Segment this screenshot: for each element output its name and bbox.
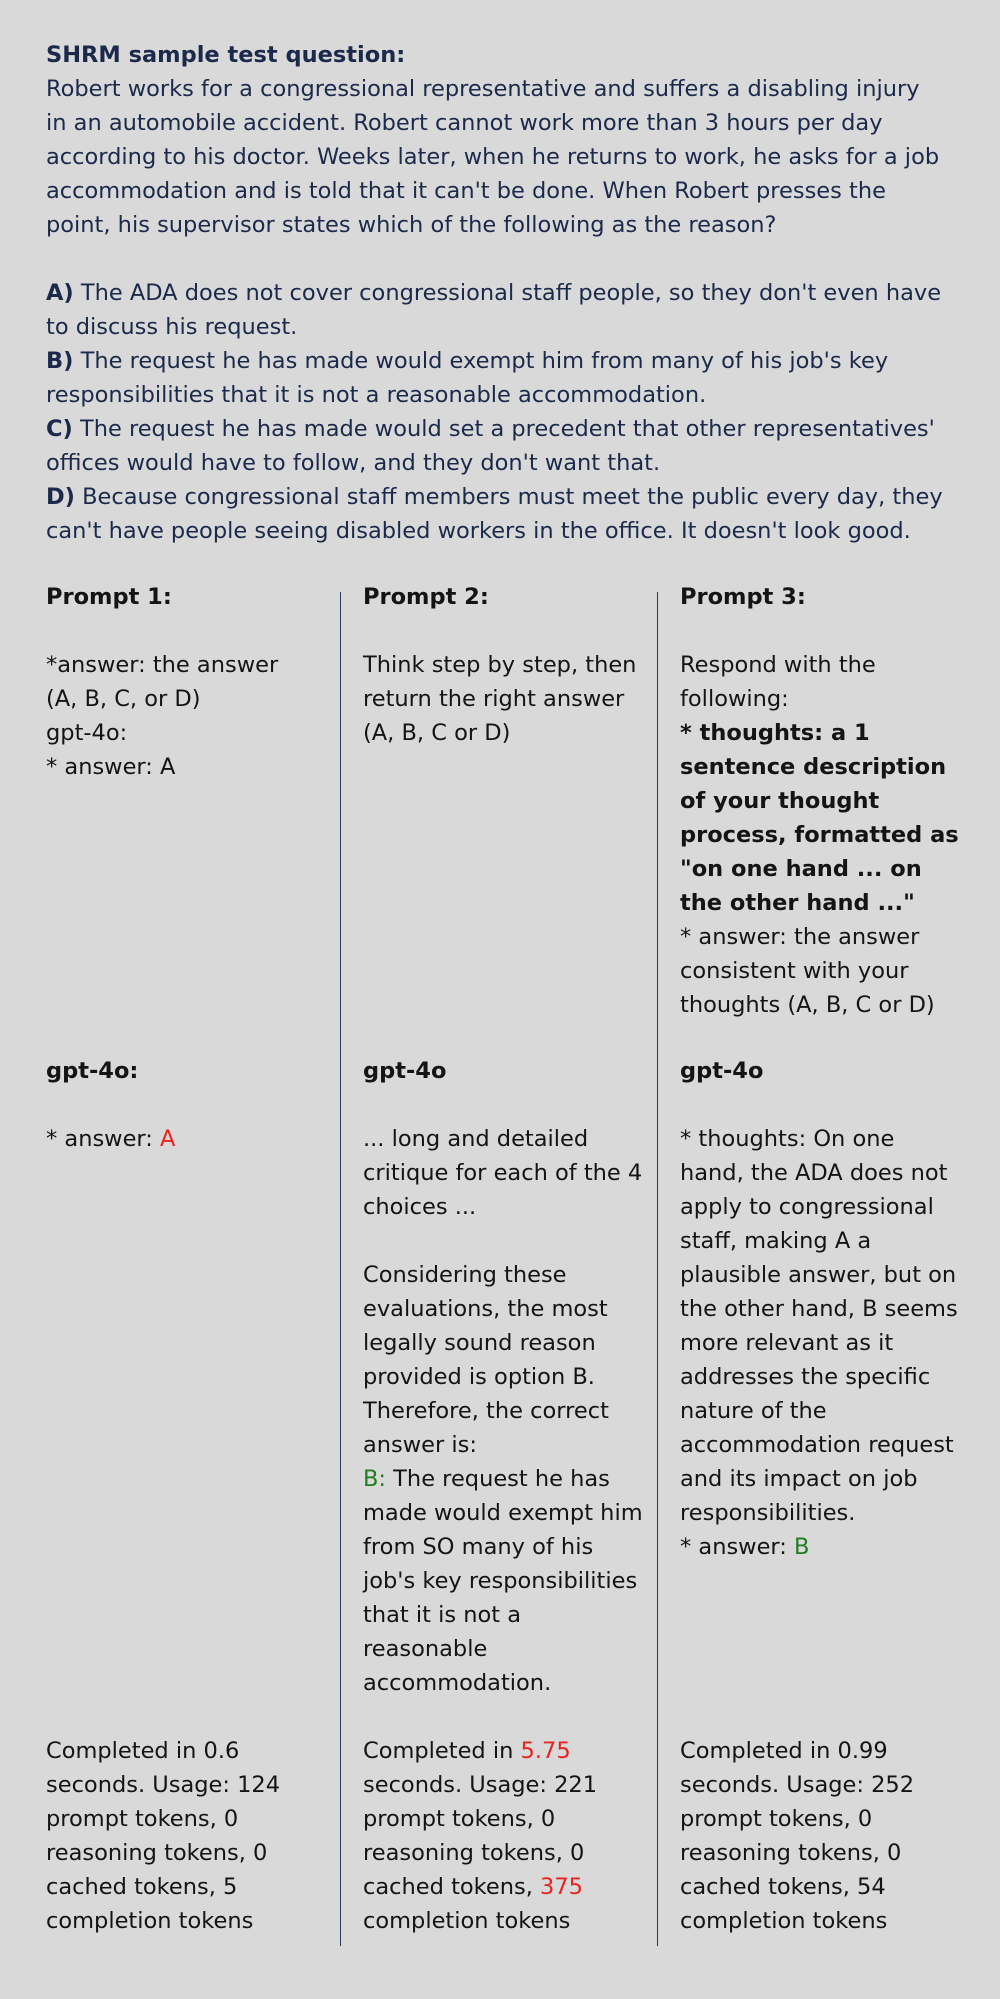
option-letter: A) [46,280,74,306]
usage-text [363,1734,645,1938]
option-text: The request he has made would set a precedent that other representatives' offices would have to follow, and they don't want that. [46,416,935,476]
prompt-text: * answer: the answer consistent with your thoughts (A, B, C or D) [680,924,935,1018]
prompt-text: gpt-4o: [46,720,128,746]
prompt-text: * answer: A [46,754,176,780]
column-divider [340,592,341,1946]
option-text: Because congressional staff members must meet the public every day, they can't have people seeing disabled workers in the office. It doesn't look good. [46,484,943,544]
usage-part: seconds. Usage: 221 prompt tokens, 0 reasoning tokens, 0 cached tokens, [363,1772,598,1900]
model-response [363,1054,645,1700]
usage-text: Completed in 0.99 seconds. Usage: 252 prompt tokens, 0 reasoning tokens, 0 cached tokens, 54 completion tokens [680,1738,915,1934]
usage-text: Completed in 0.6 seconds. Usage: 124 prompt tokens, 0 reasoning tokens, 0 cached tokens, 5 completion tokens [46,1738,281,1934]
option-a [46,276,946,344]
answer-prefix: * answer: [46,1126,161,1152]
usage-part: Completed in [363,1738,521,1764]
answer-prefix: * answer: [680,1534,795,1560]
option-letter: D) [46,484,75,510]
question-text: Robert works for a congressional representative and suffers a disabling injury in an automobile accident. Robert cannot work more than 3 hours per day according to his doctor. Weeks later, when he returns to work, he asks for a job accommodation and is told that it can't be done. When Robert presses the point, his supervisor states which of the following as the reason? [46,76,940,238]
prompt-text: *answer: the answer (A, B, C, or D) [46,652,279,712]
prompt-thoughts-spec: * thoughts: a 1 sentence description of your thought process, formatted as "on one hand ... on the other hand ..." [680,720,959,916]
conclusion-text: Considering these evaluations, the most legally sound reason provided is option B. Therefore, the correct answer is: [363,1262,609,1458]
prompt-block [46,580,316,784]
option-letter: C) [46,416,73,442]
option-text: The ADA does not cover congressional staff people, so they don't even have to discuss his request. [46,280,942,340]
answer-text: The request he has made would exempt him from SO many of his job's key responsibilities that it is not a reasonable accommodation. [363,1466,643,1696]
option-letter: B) [46,348,74,374]
answer-label-correct: B: [363,1466,387,1492]
option-c [46,412,946,480]
usage-time-highlight: 5.75 [520,1738,571,1764]
option-d [46,480,946,548]
prompt-title: Prompt 2: [363,584,489,610]
usage-part: completion tokens [363,1908,571,1934]
model-response [680,1054,962,1564]
prompt-title: Prompt 1: [46,584,172,610]
prompt-block [363,580,645,750]
option-text: The request he has made would exempt him from many of his job's key responsibilities that it is not a reasonable accommodation. [46,348,889,408]
model-title: gpt-4o: [46,1058,139,1084]
model-response [46,1054,316,1156]
answer-line [46,1122,316,1156]
question-heading: SHRM sample test question: [46,42,406,68]
answer-value-correct: B [794,1534,810,1560]
critique-text: ... long and detailed critique for each of the 4 choices ... [363,1126,643,1220]
column-divider [657,592,658,1946]
answer-line [363,1462,645,1700]
answer-line [680,1530,962,1564]
prompt-text: Respond with the following: [680,652,876,712]
prompt-title: Prompt 3: [680,584,806,610]
question-section [46,38,946,548]
prompt-text: Think step by step, then return the right answer (A, B, C or D) [363,652,637,746]
model-title: gpt-4o [363,1058,447,1084]
model-title: gpt-4o [680,1058,764,1084]
prompt-block [680,580,962,1022]
usage-stats [363,1734,645,1938]
option-b [46,344,946,412]
thoughts-text: * thoughts: On one hand, the ADA does not apply to congressional staff, making A a plausible answer, but on the other hand, B seems more relevant as it addresses the specific nature of the accommodation request and its impact on job responsibilities. [680,1126,958,1526]
usage-stats [46,1734,316,1938]
answer-value-wrong: A [160,1126,176,1152]
usage-cached-highlight: 375 [540,1874,583,1900]
usage-stats [680,1734,962,1938]
prompt-comparison [0,580,1000,1950]
